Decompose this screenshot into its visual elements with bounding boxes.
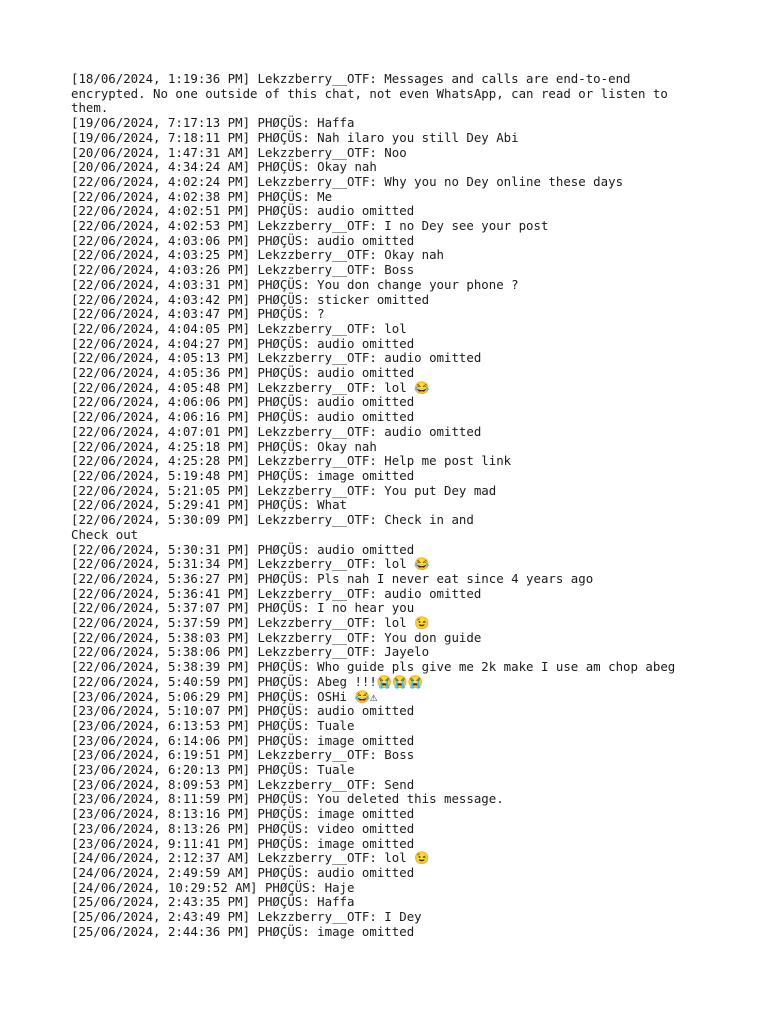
chat-line: [22/06/2024, 5:30:31 PM] PHØÇÜS: audio omitted xyxy=(71,541,415,557)
chat-line: [20/06/2024, 1:47:31 AM] Lekzzberry__OTF: Noo xyxy=(71,144,407,160)
chat-line: [23/06/2024, 8:13:26 PM] PHØÇÜS: video omitted xyxy=(71,820,415,836)
chat-line: [22/06/2024, 5:38:03 PM] Lekzzberry__OTF: You don guide xyxy=(71,629,482,645)
chat-line: [23/06/2024, 5:10:07 PM] PHØÇÜS: audio omitted xyxy=(71,703,415,719)
chat-line: [22/06/2024, 4:06:16 PM] PHØÇÜS: audio omitted xyxy=(71,409,415,425)
chat-line: [23/06/2024, 6:19:51 PM] Lekzzberry__OTF: Boss xyxy=(71,747,415,763)
chat-line: [22/06/2024, 5:40:59 PM] PHØÇÜS: Abeg !!!😭😭😭 xyxy=(71,673,424,689)
chat-line: [22/06/2024, 5:37:59 PM] Lekzzberry__OTF: lol 😉 xyxy=(71,615,430,631)
chat-log-document xyxy=(71,72,681,939)
chat-line: [22/06/2024, 5:38:06 PM] Lekzzberry__OTF: Jayelo xyxy=(71,644,430,660)
chat-line: [22/06/2024, 5:30:09 PM] Lekzzberry__OTF: Check in and Check out xyxy=(71,512,474,542)
chat-line: [24/06/2024, 2:49:59 AM] PHØÇÜS: audio omitted xyxy=(71,864,415,880)
chat-line: [25/06/2024, 2:43:49 PM] Lekzzberry__OTF: I Dey xyxy=(71,909,422,925)
chat-line: [22/06/2024, 4:25:28 PM] Lekzzberry__OTF: Help me post link xyxy=(71,453,512,469)
chat-line: [23/06/2024, 6:13:53 PM] PHØÇÜS: Tuale xyxy=(71,717,355,733)
chat-line: [20/06/2024, 4:34:24 AM] PHØÇÜS: Okay nah xyxy=(71,159,377,175)
chat-line: [22/06/2024, 4:05:13 PM] Lekzzberry__OTF: audio omitted xyxy=(71,350,482,366)
chat-line: [23/06/2024, 9:11:41 PM] PHØÇÜS: image omitted xyxy=(71,835,415,851)
chat-line: [19/06/2024, 7:18:11 PM] PHØÇÜS: Nah ilaro you still Dey Abi xyxy=(71,129,519,145)
chat-line: [23/06/2024, 6:20:13 PM] PHØÇÜS: Tuale xyxy=(71,762,355,778)
chat-line: [22/06/2024, 4:06:06 PM] PHØÇÜS: audio omitted xyxy=(71,394,415,410)
chat-line: [23/06/2024, 6:14:06 PM] PHØÇÜS: image omitted xyxy=(71,732,415,748)
chat-line: [22/06/2024, 5:38:39 PM] PHØÇÜS: Who guide pls give me 2k make I use am chop abeg xyxy=(71,659,676,675)
chat-line: [22/06/2024, 4:04:27 PM] PHØÇÜS: audio omitted xyxy=(71,335,415,351)
chat-line: [22/06/2024, 4:03:26 PM] Lekzzberry__OTF: Boss xyxy=(71,262,415,278)
chat-line: [22/06/2024, 4:03:25 PM] Lekzzberry__OTF: Okay nah xyxy=(71,247,444,263)
chat-line: [22/06/2024, 4:02:53 PM] Lekzzberry__OTF: I no Dey see your post xyxy=(71,218,549,234)
chat-line: [24/06/2024, 10:29:52 AM] PHØÇÜS: Haje xyxy=(71,879,355,895)
chat-line: [22/06/2024, 5:21:05 PM] Lekzzberry__OTF: You put Dey mad xyxy=(71,482,497,498)
chat-line: [18/06/2024, 1:19:36 PM] Lekzzberry__OTF: Messages and calls are end-to-end encrypted. No one outside of this chat, not even WhatsApp, can read or listen to them. xyxy=(71,71,676,116)
chat-line: [22/06/2024, 4:05:36 PM] PHØÇÜS: audio omitted xyxy=(71,365,415,381)
chat-line: [22/06/2024, 4:02:38 PM] PHØÇÜS: Me xyxy=(71,188,333,204)
chat-line: [22/06/2024, 4:02:51 PM] PHØÇÜS: audio omitted xyxy=(71,203,415,219)
chat-line: [22/06/2024, 5:36:41 PM] Lekzzberry__OTF: audio omitted xyxy=(71,585,482,601)
chat-line: [22/06/2024, 5:31:34 PM] Lekzzberry__OTF: lol 😂 xyxy=(71,556,430,572)
chat-line: [25/06/2024, 2:44:36 PM] PHØÇÜS: image omitted xyxy=(71,923,415,939)
chat-line: [24/06/2024, 2:12:37 AM] Lekzzberry__OTF: lol 😉 xyxy=(71,850,430,866)
chat-line: [22/06/2024, 4:02:24 PM] Lekzzberry__OTF: Why you no Dey online these days xyxy=(71,173,624,189)
chat-line: [22/06/2024, 4:03:31 PM] PHØÇÜS: You don change your phone ? xyxy=(71,276,519,292)
chat-line: [22/06/2024, 5:19:48 PM] PHØÇÜS: image omitted xyxy=(71,467,415,483)
chat-line: [22/06/2024, 4:03:47 PM] PHØÇÜS: ? xyxy=(71,306,325,322)
chat-line: [23/06/2024, 8:13:16 PM] PHØÇÜS: image omitted xyxy=(71,806,415,822)
chat-line: [22/06/2024, 4:05:48 PM] Lekzzberry__OTF: lol 😂 xyxy=(71,379,430,395)
chat-line: [23/06/2024, 8:09:53 PM] Lekzzberry__OTF: Send xyxy=(71,776,415,792)
chat-line: [19/06/2024, 7:17:13 PM] PHØÇÜS: Haffa xyxy=(71,115,355,131)
chat-line: [22/06/2024, 4:03:06 PM] PHØÇÜS: audio omitted xyxy=(71,232,415,248)
chat-line: [22/06/2024, 4:25:18 PM] PHØÇÜS: Okay nah xyxy=(71,438,377,454)
chat-line: [25/06/2024, 2:43:35 PM] PHØÇÜS: Haffa xyxy=(71,894,355,910)
chat-line: [22/06/2024, 5:37:07 PM] PHØÇÜS: I no hear you xyxy=(71,600,415,616)
chat-line: [22/06/2024, 5:36:27 PM] PHØÇÜS: Pls nah I never eat since 4 years ago xyxy=(71,570,594,586)
chat-line: [22/06/2024, 4:07:01 PM] Lekzzberry__OTF: audio omitted xyxy=(71,423,482,439)
chat-line: [22/06/2024, 4:03:42 PM] PHØÇÜS: sticker omitted xyxy=(71,291,430,307)
chat-line: [23/06/2024, 5:06:29 PM] PHØÇÜS: OSHi 😂⚠ xyxy=(71,688,378,704)
chat-line: [23/06/2024, 8:11:59 PM] PHØÇÜS: You deleted this message. xyxy=(71,791,504,807)
chat-line: [22/06/2024, 4:04:05 PM] Lekzzberry__OTF: lol xyxy=(71,320,407,336)
chat-line: [22/06/2024, 5:29:41 PM] PHØÇÜS: What xyxy=(71,497,348,513)
